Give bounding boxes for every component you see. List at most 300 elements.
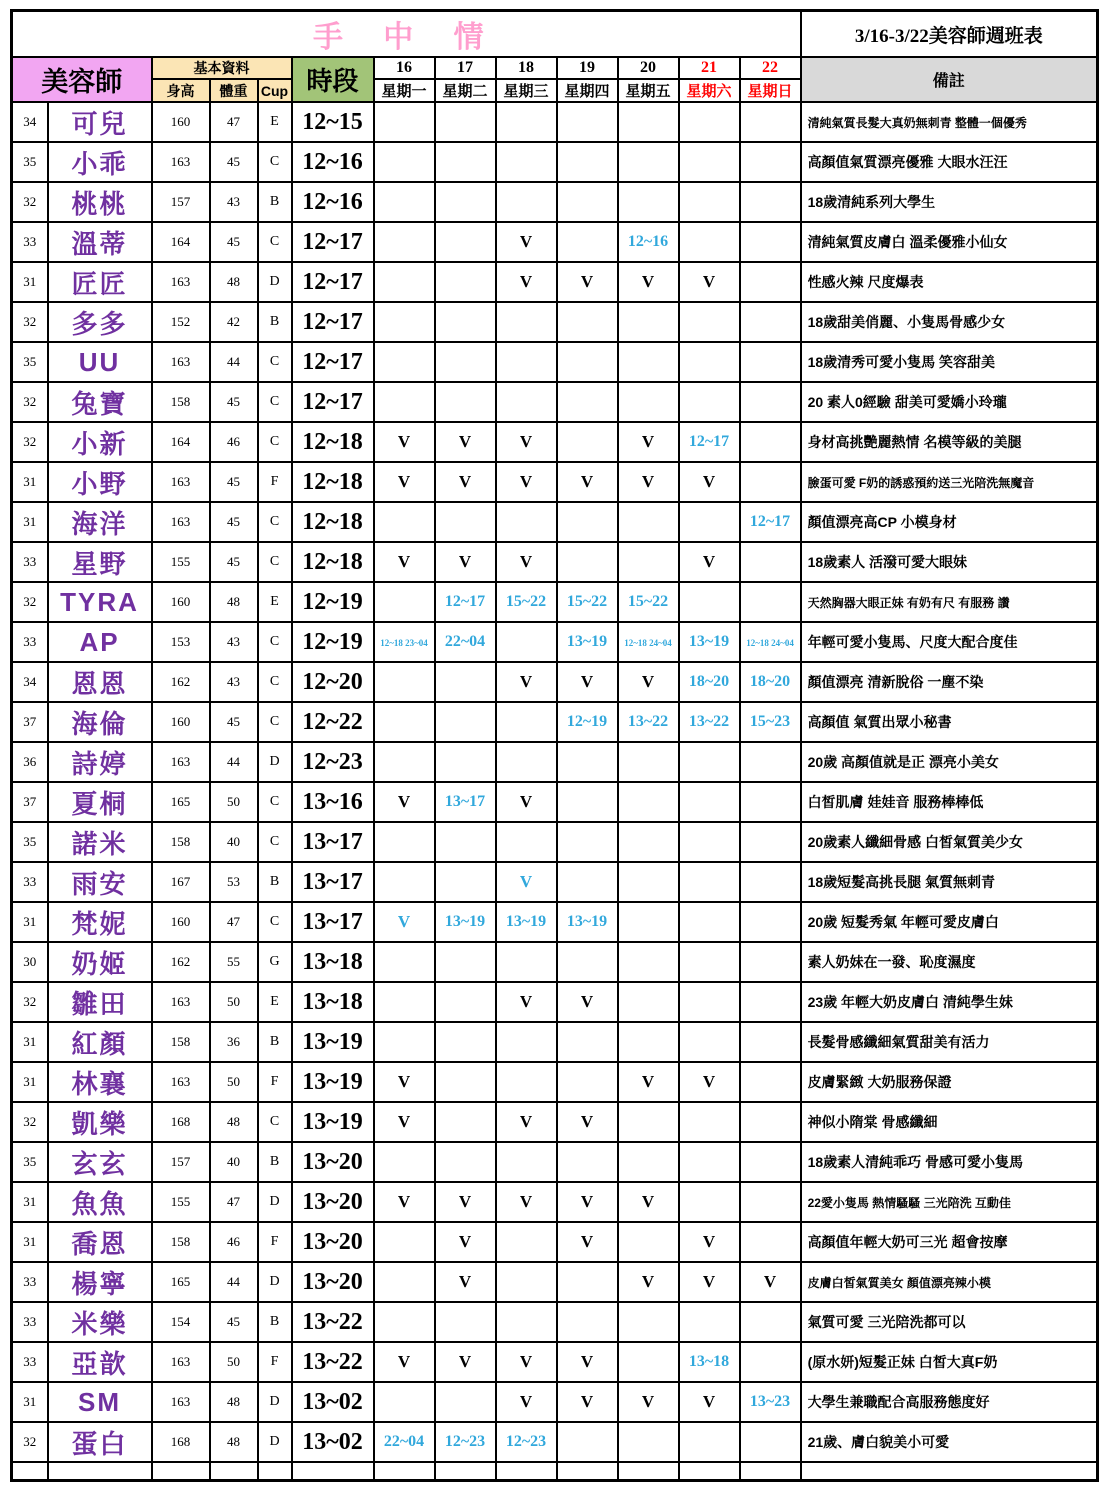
- cell-day-16: [374, 182, 435, 222]
- shift-check-mark: V: [397, 1352, 411, 1371]
- time-slot-header: 時段: [292, 57, 374, 102]
- cell-number: 35: [12, 342, 48, 382]
- cell-day-22: [740, 862, 801, 902]
- cell-weight: 50: [210, 1062, 258, 1102]
- day-header-weekday-19: 星期四: [557, 79, 618, 102]
- cell-time-slot: 12~17: [292, 382, 374, 422]
- cell-height: 162: [152, 942, 210, 982]
- cell-day-16: [374, 702, 435, 742]
- cell-time-slot: 12~23: [292, 742, 374, 782]
- table-row: [12, 742, 1098, 782]
- staff-column-header: 美容師: [12, 57, 152, 102]
- cell-day-22: [740, 422, 801, 462]
- table-row: [12, 622, 1098, 662]
- cell-day-17: [435, 182, 496, 222]
- shift-time-range: 13~19: [444, 913, 486, 930]
- cell-day-20: [618, 582, 679, 622]
- cell-day-18: [496, 1142, 557, 1182]
- cell-time-slot: 12~15: [292, 102, 374, 142]
- cell-number: 31: [12, 1022, 48, 1062]
- cell-day-19: [557, 502, 618, 542]
- cell-time-slot: 13~18: [292, 942, 374, 982]
- cell-day-20: [618, 502, 679, 542]
- cell-day-19: [557, 1382, 618, 1422]
- shift-time-range: 13~23: [749, 1393, 791, 1410]
- cell-time-slot: 12~18: [292, 542, 374, 582]
- cell-day-17: [435, 542, 496, 582]
- shift-time-range: 13~19: [505, 913, 547, 930]
- table-row: [12, 1342, 1098, 1382]
- cell-remark: 23歲 年輕大奶皮膚白 清純學生妹: [801, 982, 1098, 1022]
- cell-day-19: [557, 1182, 618, 1222]
- cell-time-slot: 13~20: [292, 1262, 374, 1302]
- cell-weight: 53: [210, 862, 258, 902]
- cell-day-20: [618, 102, 679, 142]
- cell-day-18: [496, 102, 557, 142]
- cell-day-22: [740, 622, 801, 662]
- cell-remark: 性感火辣 尺度爆表: [801, 262, 1098, 302]
- shift-time-range: 13~22: [688, 713, 730, 730]
- cell-name: 可兒: [48, 102, 152, 142]
- cell-day-22: [740, 982, 801, 1022]
- cell-day-21: [679, 382, 740, 422]
- cell-number: 33: [12, 542, 48, 582]
- cell-empty: [12, 1462, 48, 1480]
- cell-day-21: [679, 982, 740, 1022]
- table-row: [12, 462, 1098, 502]
- cell-day-16: [374, 622, 435, 662]
- cell-day-21: [679, 1062, 740, 1102]
- cell-day-18: [496, 982, 557, 1022]
- cell-height: 165: [152, 782, 210, 822]
- cell-name: AP: [48, 622, 152, 662]
- cell-number: 32: [12, 182, 48, 222]
- cell-day-20: [618, 382, 679, 422]
- cell-name: 雨安: [48, 862, 152, 902]
- shift-check-mark: V: [397, 912, 411, 931]
- cell-day-16: [374, 742, 435, 782]
- shift-check-mark: V: [702, 1272, 716, 1291]
- cell-number: 35: [12, 822, 48, 862]
- shift-time-range: 15~22: [627, 593, 669, 610]
- cell-time-slot: 12~17: [292, 342, 374, 382]
- cell-name: 亞歆: [48, 1342, 152, 1382]
- cell-weight: 46: [210, 1222, 258, 1262]
- cell-day-17: [435, 742, 496, 782]
- table-row: [12, 542, 1098, 582]
- shift-check-mark: V: [702, 1072, 716, 1091]
- cell-height: 157: [152, 1142, 210, 1182]
- cell-number: 37: [12, 702, 48, 742]
- cell-day-19: [557, 262, 618, 302]
- cell-time-slot: 12~17: [292, 262, 374, 302]
- cell-day-16: [374, 662, 435, 702]
- cell-day-16: [374, 422, 435, 462]
- cell-day-21: [679, 1142, 740, 1182]
- cell-day-22: [740, 1142, 801, 1182]
- shift-check-mark: V: [580, 1392, 594, 1411]
- cell-name: 小新: [48, 422, 152, 462]
- cell-day-18: [496, 182, 557, 222]
- cup-column-header: Cup: [258, 79, 292, 102]
- cell-day-17: [435, 502, 496, 542]
- cell-day-21: [679, 902, 740, 942]
- cell-cup: F: [258, 1222, 292, 1262]
- cell-day-21: [679, 1342, 740, 1382]
- cell-cup: E: [258, 582, 292, 622]
- table-row: [12, 822, 1098, 862]
- cell-day-17: [435, 1302, 496, 1342]
- cell-remark: 臉蛋可愛 F奶的誘惑預約送三光陪洗無魔音: [801, 462, 1098, 502]
- cell-day-17: [435, 1222, 496, 1262]
- cell-time-slot: 13~02: [292, 1422, 374, 1462]
- shift-check-mark: V: [397, 1112, 411, 1131]
- table-row: [12, 1182, 1098, 1222]
- cell-height: 158: [152, 382, 210, 422]
- cell-time-slot: 12~16: [292, 182, 374, 222]
- cell-weight: 40: [210, 1142, 258, 1182]
- cell-day-16: [374, 862, 435, 902]
- day-header-date-22: 22: [740, 57, 801, 79]
- cell-time-slot: 13~22: [292, 1342, 374, 1382]
- cell-day-22: [740, 662, 801, 702]
- cell-empty: [618, 1462, 679, 1480]
- cell-day-19: [557, 182, 618, 222]
- shift-time-range: 13~19: [688, 633, 730, 650]
- cell-day-18: [496, 822, 557, 862]
- shift-time-range: 12~19: [566, 713, 608, 730]
- cell-day-19: [557, 782, 618, 822]
- cell-cup: C: [258, 902, 292, 942]
- cell-day-20: [618, 182, 679, 222]
- cell-day-21: [679, 942, 740, 982]
- table-row: [12, 1062, 1098, 1102]
- cell-name: 梵妮: [48, 902, 152, 942]
- shift-check-mark: V: [580, 472, 594, 491]
- cell-remark: 皮膚白皙氣質美女 顏值漂亮辣小模: [801, 1262, 1098, 1302]
- shift-time-range: 12~23: [505, 1433, 547, 1450]
- schedule-rows: [12, 102, 1098, 1480]
- cell-number: 31: [12, 262, 48, 302]
- cell-cup: D: [258, 1262, 292, 1302]
- cell-day-17: [435, 1142, 496, 1182]
- cell-day-18: [496, 222, 557, 262]
- cell-day-20: [618, 222, 679, 262]
- shift-check-mark: V: [519, 232, 533, 251]
- cell-time-slot: 13~20: [292, 1142, 374, 1182]
- cell-day-22: [740, 262, 801, 302]
- cell-day-19: [557, 542, 618, 582]
- cell-cup: B: [258, 1022, 292, 1062]
- cell-remark: 20 素人0經驗 甜美可愛嬌小玲瓏: [801, 382, 1098, 422]
- cell-day-18: [496, 1422, 557, 1462]
- cell-day-16: [374, 1182, 435, 1222]
- cell-day-17: [435, 862, 496, 902]
- cell-day-16: [374, 902, 435, 942]
- cell-day-21: [679, 462, 740, 502]
- cell-day-18: [496, 582, 557, 622]
- cell-time-slot: 13~19: [292, 1022, 374, 1062]
- cell-remark: 高顏值 氣質出眾小秘書: [801, 702, 1098, 742]
- cell-height: 160: [152, 582, 210, 622]
- cell-day-20: [618, 702, 679, 742]
- cell-empty: [801, 1462, 1098, 1480]
- cell-day-17: [435, 222, 496, 262]
- cell-number: 32: [12, 582, 48, 622]
- cell-cup: C: [258, 662, 292, 702]
- cell-remark: 天然胸器大眼正妹 有奶有尺 有服務 讚: [801, 582, 1098, 622]
- cell-time-slot: 13~18: [292, 982, 374, 1022]
- shift-check-mark: V: [519, 992, 533, 1011]
- table-row: [12, 702, 1098, 742]
- cell-day-19: [557, 702, 618, 742]
- cell-weight: 43: [210, 622, 258, 662]
- cell-day-21: [679, 342, 740, 382]
- cell-weight: 36: [210, 1022, 258, 1062]
- cell-day-21: [679, 262, 740, 302]
- cell-empty: [152, 1462, 210, 1480]
- cell-remark: 皮膚緊緻 大奶服務保證: [801, 1062, 1098, 1102]
- cell-day-16: [374, 1342, 435, 1382]
- cell-height: 163: [152, 342, 210, 382]
- cell-day-18: [496, 1342, 557, 1382]
- cell-day-16: [374, 502, 435, 542]
- cell-day-19: [557, 1422, 618, 1462]
- cell-day-18: [496, 1382, 557, 1422]
- cell-height: 155: [152, 542, 210, 582]
- shift-check-mark: V: [641, 1272, 655, 1291]
- cell-number: 32: [12, 382, 48, 422]
- cell-weight: 45: [210, 1302, 258, 1342]
- cell-day-20: [618, 1022, 679, 1062]
- cell-day-22: [740, 302, 801, 342]
- cell-remark: 18歲甜美俏麗、小隻馬骨感少女: [801, 302, 1098, 342]
- cell-day-16: [374, 1262, 435, 1302]
- shift-check-mark: V: [580, 1232, 594, 1251]
- cell-number: 32: [12, 302, 48, 342]
- cell-time-slot: 13~22: [292, 1302, 374, 1342]
- cell-day-18: [496, 782, 557, 822]
- cell-day-21: [679, 182, 740, 222]
- table-row: [12, 1022, 1098, 1062]
- cell-height: 153: [152, 622, 210, 662]
- cell-day-22: [740, 1342, 801, 1382]
- cell-time-slot: 12~17: [292, 222, 374, 262]
- cell-time-slot: 13~02: [292, 1382, 374, 1422]
- cell-height: 157: [152, 182, 210, 222]
- cell-day-19: [557, 742, 618, 782]
- day-header-date-21: 21: [679, 57, 740, 79]
- cell-weight: 43: [210, 182, 258, 222]
- cell-day-21: [679, 222, 740, 262]
- height-column-header: 身高: [152, 79, 210, 102]
- cell-height: 163: [152, 262, 210, 302]
- cell-weight: 45: [210, 502, 258, 542]
- table-row: [12, 382, 1098, 422]
- partial-bottom-row: [12, 1462, 1098, 1480]
- cell-cup: C: [258, 142, 292, 182]
- shift-time-range: 13~19: [566, 913, 608, 930]
- cell-weight: 48: [210, 1422, 258, 1462]
- cell-number: 34: [12, 662, 48, 702]
- cell-cup: B: [258, 862, 292, 902]
- cell-remark: (原水妍)短髮正妹 白皙大真F奶: [801, 1342, 1098, 1382]
- cell-empty: [435, 1462, 496, 1480]
- cell-day-17: [435, 1062, 496, 1102]
- table-row: [12, 422, 1098, 462]
- cell-name: 雛田: [48, 982, 152, 1022]
- cell-day-17: [435, 822, 496, 862]
- shift-check-mark: V: [519, 1392, 533, 1411]
- cell-day-19: [557, 102, 618, 142]
- cell-time-slot: 13~19: [292, 1062, 374, 1102]
- cell-number: 33: [12, 1342, 48, 1382]
- table-row: [12, 142, 1098, 182]
- cell-day-22: [740, 782, 801, 822]
- cell-day-18: [496, 1262, 557, 1302]
- cell-day-18: [496, 702, 557, 742]
- cell-day-17: [435, 1342, 496, 1382]
- cell-cup: C: [258, 382, 292, 422]
- cell-day-17: [435, 342, 496, 382]
- cell-remark: 顏值漂亮 清新脫俗 一塵不染: [801, 662, 1098, 702]
- shift-check-mark: V: [519, 1112, 533, 1131]
- shift-check-mark: V: [580, 1192, 594, 1211]
- cell-number: 31: [12, 1062, 48, 1102]
- cell-cup: F: [258, 462, 292, 502]
- table-row: [12, 582, 1098, 622]
- cell-day-18: [496, 302, 557, 342]
- cell-day-18: [496, 1302, 557, 1342]
- cell-height: 163: [152, 982, 210, 1022]
- cell-day-17: [435, 262, 496, 302]
- cell-day-20: [618, 862, 679, 902]
- shift-time-range: 12~17: [688, 433, 730, 450]
- cell-day-21: [679, 782, 740, 822]
- cell-day-20: [618, 542, 679, 582]
- cell-day-17: [435, 782, 496, 822]
- cell-name: 海洋: [48, 502, 152, 542]
- cell-day-21: [679, 702, 740, 742]
- cell-day-22: [740, 1182, 801, 1222]
- cell-day-19: [557, 462, 618, 502]
- cell-day-16: [374, 822, 435, 862]
- cell-weight: 48: [210, 1382, 258, 1422]
- table-row: [12, 942, 1098, 982]
- cell-day-20: [618, 742, 679, 782]
- cell-time-slot: 12~22: [292, 702, 374, 742]
- cell-cup: B: [258, 1302, 292, 1342]
- cell-name: 蛋白: [48, 1422, 152, 1462]
- cell-day-21: [679, 1382, 740, 1422]
- cell-name: 玄玄: [48, 1142, 152, 1182]
- cell-weight: 50: [210, 982, 258, 1022]
- table-row: [12, 902, 1098, 942]
- cell-weight: 44: [210, 742, 258, 782]
- cell-cup: C: [258, 622, 292, 662]
- cell-cup: C: [258, 1102, 292, 1142]
- cell-day-20: [618, 1302, 679, 1342]
- cell-day-17: [435, 942, 496, 982]
- shift-time-range: 12~17: [749, 513, 791, 530]
- cell-cup: C: [258, 782, 292, 822]
- cell-day-19: [557, 822, 618, 862]
- cell-remark: 21歲、膚白貌美小可愛: [801, 1422, 1098, 1462]
- week-range-title: 3/16-3/22美容師週班表: [801, 11, 1098, 58]
- cell-day-16: [374, 142, 435, 182]
- cell-remark: 22愛小隻馬 熱情騷騷 三光陪洗 互動佳: [801, 1182, 1098, 1222]
- cell-name: 多多: [48, 302, 152, 342]
- shift-time-range: 13~22: [627, 713, 669, 730]
- cell-weight: 45: [210, 222, 258, 262]
- shift-time-range: 12~18 24~04: [746, 638, 794, 648]
- shift-check-mark: V: [397, 472, 411, 491]
- cell-number: 36: [12, 742, 48, 782]
- cell-weight: 45: [210, 702, 258, 742]
- cell-day-22: [740, 1422, 801, 1462]
- cell-day-20: [618, 1142, 679, 1182]
- cell-day-16: [374, 1222, 435, 1262]
- cell-remark: 氣質可愛 三光陪洗都可以: [801, 1302, 1098, 1342]
- cell-day-21: [679, 862, 740, 902]
- table-row: [12, 862, 1098, 902]
- cell-day-17: [435, 582, 496, 622]
- cell-weight: 50: [210, 1342, 258, 1382]
- cell-day-17: [435, 102, 496, 142]
- table-row: [12, 102, 1098, 142]
- cell-day-16: [374, 1142, 435, 1182]
- shift-time-range: 13~19: [566, 633, 608, 650]
- cell-day-18: [496, 542, 557, 582]
- cell-day-18: [496, 342, 557, 382]
- cell-day-20: [618, 1262, 679, 1302]
- cell-day-20: [618, 422, 679, 462]
- cell-cup: D: [258, 1382, 292, 1422]
- shift-check-mark: V: [458, 1192, 472, 1211]
- cell-cup: B: [258, 1142, 292, 1182]
- day-header-date-20: 20: [618, 57, 679, 79]
- cell-height: 163: [152, 1062, 210, 1102]
- cell-day-17: [435, 382, 496, 422]
- cell-remark: 白皙肌膚 娃娃音 服務棒棒低: [801, 782, 1098, 822]
- cell-cup: D: [258, 1182, 292, 1222]
- cell-day-22: [740, 1062, 801, 1102]
- shift-check-mark: V: [519, 552, 533, 571]
- cell-day-19: [557, 422, 618, 462]
- cell-day-17: [435, 1102, 496, 1142]
- cell-time-slot: 13~16: [292, 782, 374, 822]
- cell-name: 小野: [48, 462, 152, 502]
- cell-number: 34: [12, 102, 48, 142]
- cell-name: 兔寶: [48, 382, 152, 422]
- cell-number: 33: [12, 622, 48, 662]
- cell-day-20: [618, 262, 679, 302]
- cell-name: 楊寧: [48, 1262, 152, 1302]
- cell-time-slot: 13~17: [292, 822, 374, 862]
- title-row: [12, 11, 1098, 58]
- cell-day-21: [679, 142, 740, 182]
- shift-check-mark: V: [458, 1232, 472, 1251]
- shift-check-mark: V: [641, 272, 655, 291]
- cell-name: 小乖: [48, 142, 152, 182]
- cell-number: 33: [12, 862, 48, 902]
- cell-name: 恩恩: [48, 662, 152, 702]
- cell-height: 158: [152, 822, 210, 862]
- cell-day-22: [740, 902, 801, 942]
- day-header-weekday-21: 星期六: [679, 79, 740, 102]
- shift-check-mark: V: [397, 1192, 411, 1211]
- cell-day-16: [374, 782, 435, 822]
